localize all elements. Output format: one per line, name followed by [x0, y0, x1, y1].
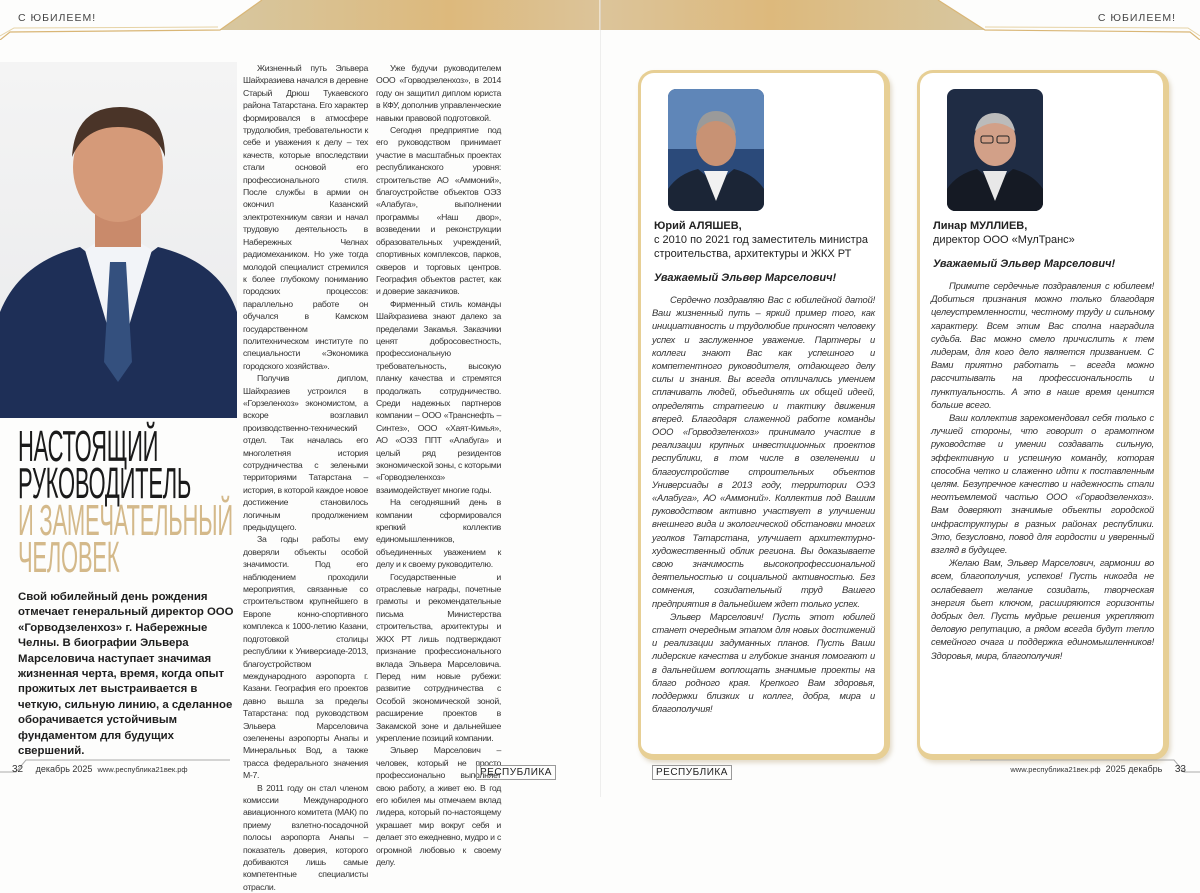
- paragraph: Ваш коллектив зарекомендовал себя только с лучшей стороны, что говорит о грамотном руководстве и умении создавать сильную, эффективную и успешную команду, которая способна четко и слаженно идти к поставленным целям. Безупречное качество и надежность стали неотъемлемой частью ООО «Горводзеленхоз». Вам доверяют значимые объекты городской инфраструктуры в разных районах республики. Это, безусловно, повод для гордости и уверенный взгляд в будущее.: [931, 412, 1154, 556]
- paragraph: Примите сердечные поздравления с юбилеем! Добиться признания можно только благодаря целеустремленности, честному труду и сильному характеру. Всем этим Вас сполна наградила судьба. Вас можно смело причислить к тем лидерам, для кого дело является призванием. С Вами приятно работать – всегда можно рассчитывать на профессиональность и пунктуальность. А это в наше время ценится больше всего.: [931, 280, 1154, 410]
- paragraph: За годы работы ему доверяли объекты особой значимости. Под его наблюдением проходили мероприятия, связанные со строительством крупнейшего в Европе конно-спортивного комплекса к 1000-летию Казани, подготовкой столицы республики к Универсиаде-2013, благоустройством международного аэропорта г. Казани. География его проектов давно вышла за пределы Татарстана: под руководством Эльвера Марселовича озеленены аэропорты Анапы и Минеральных Вод, а также трасса федерального значения М-7.: [243, 534, 368, 781]
- issue-date: 2025 декабрь: [1105, 764, 1163, 774]
- section-kicker-left: С ЮБИЛЕЕМ!: [18, 12, 97, 24]
- magazine-logo: РЕСПУБЛИКА: [476, 765, 556, 780]
- website: www.республика21век.рф: [1010, 765, 1101, 774]
- paragraph: Эльвер Марселович! Пусть этот юбилей станет очередным этапом для новых достижений и реализации задуманных планов. Пусть Ваши лидерские качества и глубокие знания помогают и в дальнейшем воплощать значимые проекты на благо родного края. Крепкого Вам здоровья, поддержки близких и коллег, добра, мира и благополучия!: [652, 610, 875, 715]
- title-line: РУКОВОДИТЕЛЬ: [18, 459, 192, 508]
- page-number: 32: [12, 764, 24, 775]
- person-info: [931, 219, 1154, 247]
- paragraph: Сегодня предприятие под его руководством принимает участие в масштабных проектах республиканского уровня: строительстве АО «Аммоний», благоустройстве объектов ОЭЗ «Алабуга», выполнении программы «Наш двор», возведении и реконструкции образовательных учреждений, спортивных комплексов, парков, скверов и торговых центров. География объектов растет, как и доверие заказчиков.: [376, 125, 501, 297]
- article-title: [18, 422, 233, 582]
- person-photo: [668, 89, 764, 211]
- person-position: с 2010 по 2021 год заместитель министра строительства, архитектуры и ЖКХ РТ: [654, 234, 868, 260]
- article-lede: Свой юбилейный день рождения отмечает генеральный директор ООО «Горводзеленхоз» г. Набережные Челны. В биографии Эльвера Марселовича наступает значимая жизненная черта, время, когда опыт прожитых лет выстраивается в четкую, сильную линию, а сделанное оборачивается устойчивым фундаментом для будущих свершений.: [18, 591, 234, 758]
- greeting: Уважаемый Эльвер Марселович!: [654, 272, 837, 284]
- person-position: директор ООО «МулТранс»: [933, 234, 1075, 246]
- magazine-logo: РЕСПУБЛИКА: [652, 765, 732, 780]
- person-name: Линар МУЛЛИЕВ,: [933, 220, 1028, 232]
- website: www.республика21век.рф: [97, 765, 188, 774]
- person-name: Юрий АЛЯШЕВ,: [654, 220, 742, 232]
- paragraph: Получив диплом, Шайхразиев устроился в «Горзеленхоз» экономистом, а вскоре возглавил производственно-технический отдел. Так началась его многолетняя история сотрудничества с зелеными территориями Татарстана – история, в которой каждое новое достижение становилось логичным продолжением предыдущего.: [243, 373, 368, 533]
- card-content: [931, 219, 1154, 662]
- paragraph: Государственные и отраслевые награды, почетные грамоты и рекомендательные письма Министерства строительства, архитектуры и ЖКХ РТ лишь подтверждают признание профессионального вклада Эльвера Марселовича. Перед ним новые рубежи: развитие сотрудничества с Особой экономической зоной, расширение проектов в Закамской зоне и дальнейшее укрепление позиций компании.: [376, 571, 501, 743]
- footer-right: [1010, 764, 1186, 775]
- congratulation-card: [638, 70, 890, 760]
- person-photo: [947, 89, 1043, 211]
- congratulation-card: [917, 70, 1169, 760]
- paragraph: Уже будучи руководителем ООО «Горводзеленхоз», в 2014 году он защитил диплом юриста в КФУ, дополнив управленческие навыки правовой подготовкой.: [376, 63, 501, 123]
- card-content: [652, 219, 875, 716]
- paragraph: Фирменный стиль команды Шайхразиева знают далеко за пределами Закамья. Заказчики ценят добросовестность, профессиональную требовательность, высокую планку качества и стремятся продолжать сотрудничество. Среди надежных партнеров компании – ООО «Транснефть – Синтез», ООО «Хаят-Кимья», АО «ОЭЗ ППТ «Алабуга» и целый ряд резидентов экономической зоны, с которыми «Горводзеленхоз» взаимодействует многие годы.: [376, 298, 501, 495]
- issue-date: декабрь 2025: [35, 764, 93, 774]
- paragraph: Эльвер Марселович – человек, который не просто профессионально выполняет свою работу, а живет ею. В год его юбилея мы отмечаем вклад лидера, который по-настоящему украшает мир вокруг себя и делает это ежедневно, мудро и с огромной любовью к своему делу.: [376, 745, 501, 867]
- congratulation-text: [931, 279, 1154, 662]
- paragraph: Сердечно поздравляю Вас с юбилейной датой! Ваш жизненный путь – яркий пример того, как инициативность и трудолюбие приносят человеку успех и заслуженное уважение. Партнеры и коллеги знают Вас как успешного и компетентного руководителя, отдающего делу силы и знания. Вы всегда отличались умением сплачивать людей, объединять их общей идеей, определять стратегию и тактику движения вперед. Благодаря слаженной работе команды ООО «Горводзеленхоз» принимало участие в реализации крупных инвестиционных проектов республики, в том числе в озеленении и благоустройстве строительных объектов Универсиады в 2013 году, территории ОЭЗ «Алабуга», АО «Аммоний». Коллектив под Вашим руководством активно участвует в улучшении внешнего вида и экологической обстановки многих уголков Татарстана, улучшает архитектурно-художественный облик региона. Вы доказываете свою значимость высокопрофессиональной деятельностью и социальной активностью. Без сомнения, созидательный труд Вашего предприятия в дальнейшем ждет только успех.: [652, 294, 875, 609]
- person-info: [652, 219, 875, 261]
- title-line: НАСТОЯЩИЙ: [18, 422, 159, 471]
- paragraph: Желаю Вам, Эльвер Марселович, гармонии во всем, благополучия, успехов! Пусть никогда не ослабевает желание созидать, творческая энергия бьет ключом, расширяются горизонты добрых дел. Пусть мудрые решения укрепляют деловую репутацию, а рядом всегда будут тепло семейного очага и поддержка единомышленников! Здоровья, мира, благополучия!: [931, 557, 1154, 661]
- paragraph: Жизненный путь Эльвера Шайхразиева начался в деревне Старый Дрюш Тукаевского района Татарстана. Его характер формировался в атмосфере трудолюбия, требовательности к себе и уважения к делу – тех качеств, которые впоследствии стали основой его профессионального стиля. После службы в армии он окончил Казанский электротехникум связи и начал трудовую деятельность в Набережных Челнах радиомехаником. Но уже тогда молодой специалист стремился к более глубокому пониманию городских процессов: параллельно работе он обучался в Камском государственном политехническом институте по специальности «Экономика городского хозяйства».: [243, 63, 368, 371]
- greeting: Уважаемый Эльвер Марселович!: [933, 258, 1116, 270]
- portrait-photo: [0, 62, 237, 418]
- section-kicker-right: С ЮБИЛЕЕМ!: [1097, 12, 1176, 24]
- title-line: ЧЕЛОВЕК: [18, 533, 120, 582]
- paragraph: На сегодняшний день в компании сформировался крепкий коллектив единомышленников, объединенных уважением к делу и к своему руководителю.: [376, 497, 501, 570]
- page-number: 33: [1174, 764, 1186, 775]
- page-gutter: [600, 0, 601, 797]
- congratulation-text: [652, 293, 875, 716]
- title-line: И ЗАМЕЧАТЕЛЬНЫЙ: [18, 496, 233, 545]
- paragraph: В 2011 году он стал членом комиссии Международного авиационного комитета (МАК) по приему взлетно-посадочной полосы аэропорта Анапы – показатель доверия, которого добиваются лишь самые компетентные специалисты отрасли.: [243, 782, 368, 892]
- footer-left: [12, 764, 188, 775]
